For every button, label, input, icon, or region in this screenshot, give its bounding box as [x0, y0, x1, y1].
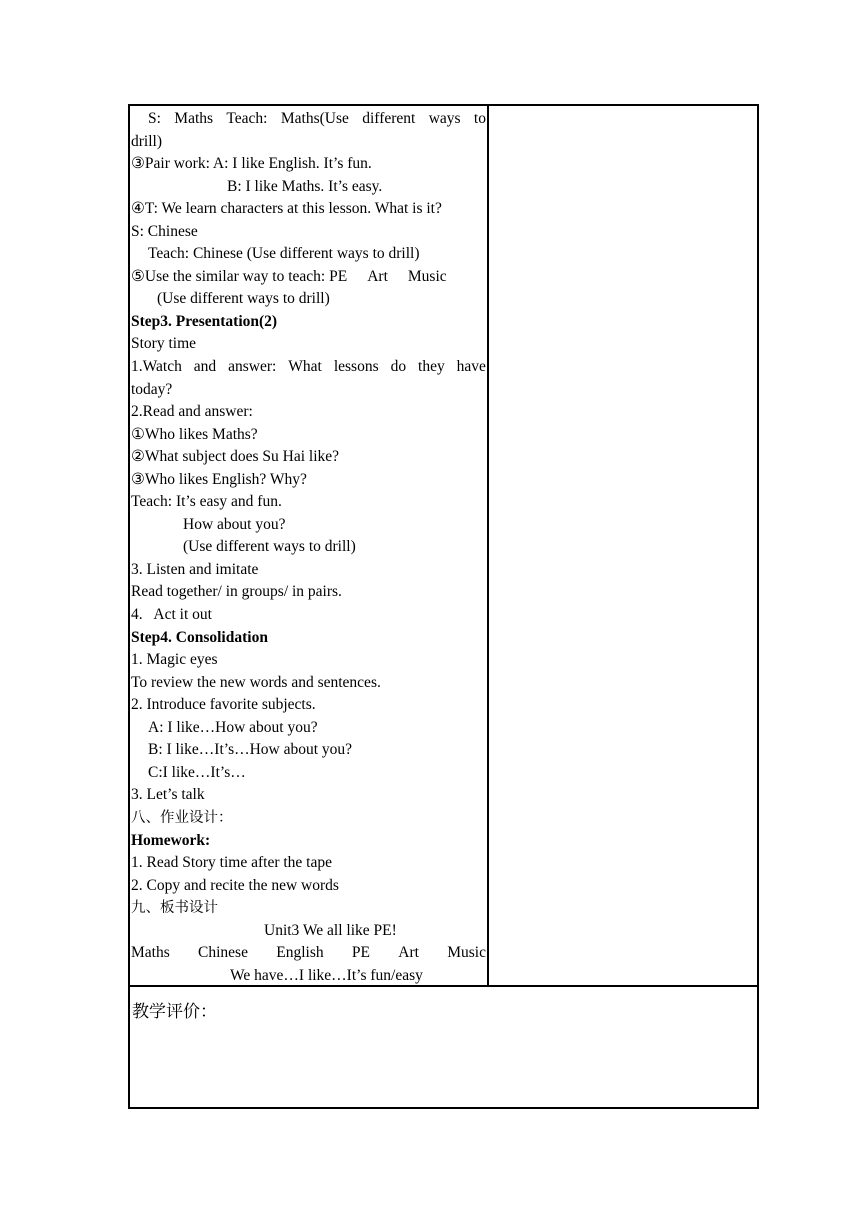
section-heading: Step3. Presentation(2) [131, 312, 278, 330]
word: Art [367, 267, 388, 285]
text-line [130, 266, 487, 289]
text-line: 1. Magic eyes [131, 651, 218, 669]
section-heading-cn: 九、板书设计 [131, 900, 218, 917]
text-line: B: I like…It’s…How about you? [148, 741, 353, 759]
word: English [276, 944, 324, 962]
section-heading: Step4. Consolidation [131, 628, 268, 646]
text-line: ②What subject does Su Hai like? [131, 448, 340, 466]
text-line: ①Who likes Maths? [131, 425, 258, 443]
text-line: S: Chinese [131, 222, 198, 240]
text-line: Story time [131, 335, 197, 353]
text-line [130, 108, 487, 131]
word: they [418, 358, 445, 376]
text-line: 2.Read and answer: [131, 403, 253, 421]
text-line [130, 356, 487, 379]
text-line: (Use different ways to drill) [157, 290, 330, 308]
word: different [362, 110, 416, 127]
procedure-cell [130, 106, 489, 985]
word: Teach: [226, 110, 268, 127]
word: and [193, 358, 217, 376]
text-line: ③Pair work: A: I like English. It’s fun. [131, 155, 372, 173]
text-line: How about you? [183, 515, 286, 533]
word: Music [447, 944, 486, 962]
text-line: Teach: Chinese (Use different ways to drill) [148, 245, 420, 263]
board-title: Unit3 We all like PE! [264, 921, 397, 939]
word: Maths(Use [280, 110, 349, 127]
word: ways [428, 110, 461, 127]
section-heading: Homework: [131, 831, 211, 849]
text-line: today? [131, 380, 173, 398]
word: Music [407, 267, 447, 285]
word: ⑤Use the similar way to teach: PE [131, 267, 348, 285]
word: Art [398, 944, 419, 962]
text-line: 2. Copy and recite the new words [131, 876, 339, 894]
text-line [130, 942, 487, 965]
word: have [456, 358, 486, 376]
word: to [473, 110, 486, 127]
word: PE [351, 944, 370, 962]
word: lessons [333, 358, 379, 376]
word: answer: [228, 358, 277, 376]
text-line: To review the new words and sentences. [131, 673, 381, 691]
word: Maths [131, 944, 170, 962]
evaluation-row [130, 987, 757, 1107]
text-line: We have…I like…It’s fun/easy [230, 966, 423, 984]
text-line: 3. Listen and imitate [131, 560, 259, 578]
word: do [390, 358, 407, 376]
word: What [288, 358, 322, 376]
notes-cell [489, 106, 757, 985]
text-line: 3. Let’s talk [131, 786, 205, 804]
procedure-text [130, 108, 487, 985]
word: 1.Watch [131, 358, 182, 376]
word: S: [148, 110, 161, 127]
text-line: 4. Act it out [131, 606, 212, 624]
text-line: (Use different ways to drill) [183, 538, 356, 556]
text-line: C:I like…It’s… [148, 763, 246, 781]
text-line: 1. Read Story time after the tape [131, 854, 333, 872]
word: Chinese [198, 944, 248, 962]
content-row [130, 106, 757, 987]
text-line: ④T: We learn characters at this lesson. What is it? [131, 200, 442, 218]
evaluation-label: 教学评价： [132, 1002, 217, 1022]
text-line: Teach: It’s easy and fun. [131, 493, 282, 511]
text-line: drill) [131, 132, 162, 150]
text-line: B: I like Maths. It’s easy. [227, 177, 383, 195]
lesson-plan-table [128, 104, 759, 1109]
text-line: A: I like…How about you? [148, 718, 318, 736]
text-line: ③Who likes English? Why? [131, 470, 307, 488]
word: Maths [174, 110, 214, 127]
text-line: 2. Introduce favorite subjects. [131, 696, 316, 714]
section-heading-cn: 八、作业设计： [131, 809, 233, 826]
text-line: Read together/ in groups/ in pairs. [131, 583, 342, 601]
